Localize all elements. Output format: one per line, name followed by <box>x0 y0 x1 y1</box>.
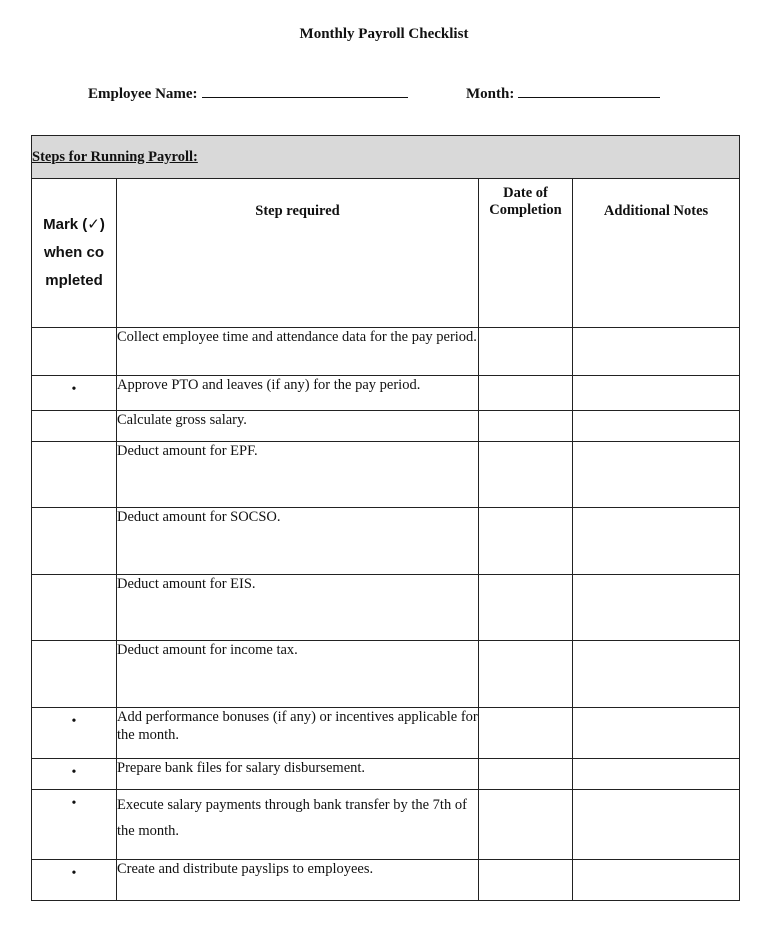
notes-cell[interactable] <box>573 641 740 708</box>
notes-cell[interactable] <box>573 708 740 759</box>
notes-cell[interactable] <box>573 860 740 901</box>
mark-bullet: • <box>71 866 77 881</box>
table-row <box>32 708 740 759</box>
step-cell: Calculate gross salary. <box>117 411 479 442</box>
notes-cell[interactable] <box>573 575 740 641</box>
step-cell: Prepare bank files for salary disbursement. <box>117 759 479 790</box>
column-header-row <box>32 179 740 328</box>
step-cell: Add performance bonuses (if any) or incentives applicable for the month. <box>117 708 479 759</box>
section-header-row <box>32 136 740 179</box>
table-row <box>32 641 740 708</box>
table-row <box>32 860 740 901</box>
employee-name-blank[interactable] <box>202 82 408 98</box>
step-cell: Deduct amount for income tax. <box>117 641 479 708</box>
employee-name-label: Employee Name: <box>88 86 198 102</box>
notes-cell[interactable] <box>573 759 740 790</box>
mark-cell[interactable] <box>32 508 117 575</box>
mark-cell[interactable] <box>32 790 117 860</box>
table-row <box>32 411 740 442</box>
mark-cell[interactable] <box>32 411 117 442</box>
date-cell[interactable] <box>479 641 573 708</box>
date-cell[interactable] <box>479 575 573 641</box>
table-row <box>32 575 740 641</box>
mark-cell[interactable] <box>32 708 117 759</box>
table-row <box>32 790 740 860</box>
table-row <box>32 508 740 575</box>
step-cell: Deduct amount for EPF. <box>117 442 479 508</box>
date-cell[interactable] <box>479 411 573 442</box>
date-cell[interactable] <box>479 328 573 376</box>
step-cell: Collect employee time and attendance data for the pay period. <box>117 328 479 376</box>
table-row <box>32 442 740 508</box>
month-blank[interactable] <box>518 82 660 98</box>
mark-bullet: • <box>71 765 77 780</box>
mark-cell[interactable] <box>32 759 117 790</box>
table-row <box>32 759 740 790</box>
date-cell[interactable] <box>479 442 573 508</box>
table-row <box>32 376 740 411</box>
notes-column-header: Additional Notes <box>573 179 740 328</box>
date-cell[interactable] <box>479 508 573 575</box>
mark-cell[interactable] <box>32 641 117 708</box>
table-row <box>32 328 740 376</box>
date-column-header: Date of Completion <box>479 179 573 328</box>
date-cell[interactable] <box>479 759 573 790</box>
step-column-header: Step required <box>117 179 479 328</box>
step-cell: Deduct amount for EIS. <box>117 575 479 641</box>
step-cell: Approve PTO and leaves (if any) for the pay period. <box>117 376 479 411</box>
step-cell: Create and distribute payslips to employees. <box>117 860 479 901</box>
notes-cell[interactable] <box>573 442 740 508</box>
page-title: Monthly Payroll Checklist <box>299 26 469 42</box>
date-cell[interactable] <box>479 790 573 860</box>
notes-cell[interactable] <box>573 508 740 575</box>
employee-name-field <box>88 82 408 103</box>
month-label: Month: <box>466 86 515 102</box>
mark-bullet: • <box>71 714 77 729</box>
notes-cell[interactable] <box>573 328 740 376</box>
notes-cell[interactable] <box>573 790 740 860</box>
notes-cell[interactable] <box>573 411 740 442</box>
step-cell: Execute salary payments through bank transfer by the 7th of the month. <box>117 790 479 860</box>
mark-bullet: • <box>71 382 77 397</box>
date-cell[interactable] <box>479 708 573 759</box>
mark-cell[interactable] <box>32 575 117 641</box>
mark-cell[interactable] <box>32 442 117 508</box>
notes-cell[interactable] <box>573 376 740 411</box>
mark-column-header: Mark (✓) when completed <box>32 179 117 328</box>
step-cell: Deduct amount for SOCSO. <box>117 508 479 575</box>
month-field <box>466 82 660 103</box>
date-cell[interactable] <box>479 860 573 901</box>
mark-cell[interactable] <box>32 328 117 376</box>
mark-bullet: • <box>71 796 77 811</box>
mark-cell[interactable] <box>32 376 117 411</box>
date-cell[interactable] <box>479 376 573 411</box>
mark-cell[interactable] <box>32 860 117 901</box>
payroll-checklist-table <box>31 135 740 901</box>
section-title: Steps for Running Payroll: <box>32 136 740 179</box>
